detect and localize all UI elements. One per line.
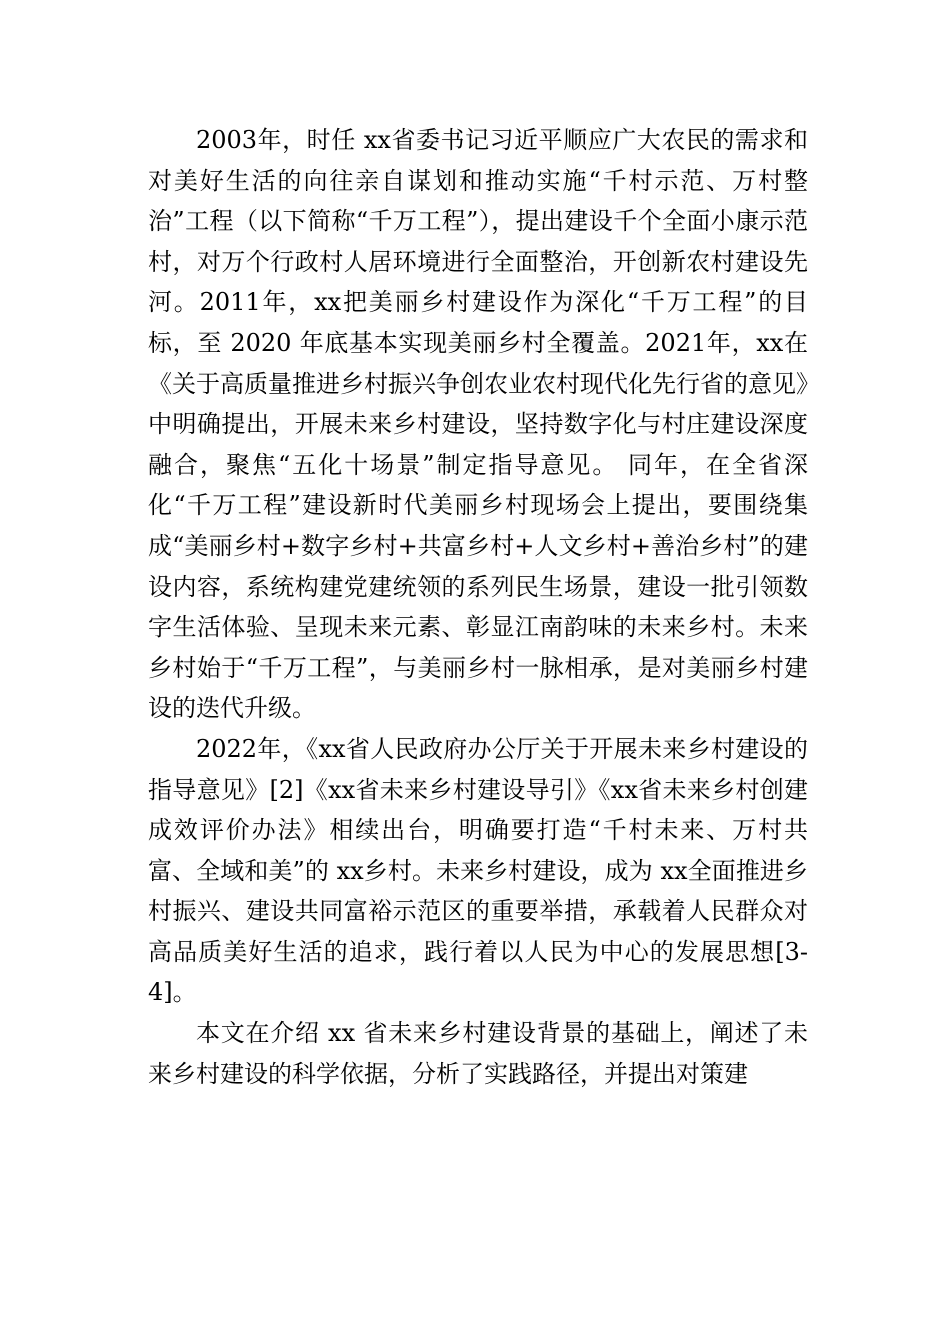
document-body — [148, 120, 808, 1094]
paragraph-intro: 本文在介绍 xx 省未来乡村建设背景的基础上，阐述了未来乡村建设的科学依据，分析了实践路径，并提出对策建 — [148, 1019, 808, 1088]
paragraph-policy: 2022年，《xx省人民政府办公厅关于开展未来乡村建设的指导意见》[2]《xx省未来乡村建设导引》《xx省未来乡村创建成效评价办法》相续出台，明确要打造“千村未来、万村共富、全域和美”的 xx乡村。未来乡村建设，成为 xx全面推进乡村振兴、建设共同富裕示范区的重要举措，承载着人民群众对高品质美好生活的追求，践行着以人民为中心的发展思想[3-4]。 — [148, 734, 808, 1007]
paragraph-background: 2003年，时任 xx省委书记习近平顺应广大农民的需求和对美好生活的向往亲自谋划和推动实施“千村示范、万村整治”工程（以下简称“千万工程”），提出建设千个全面小康示范村，对万个行政村人居环境进行全面整治，开创新农村建设先河。2011年，xx把美丽乡村建设作为深化“千万工程”的目标，至 2020 年底基本实现美丽乡村全覆盖。2021年，xx在《关于高质量推进乡村振兴争创农业农村现代化先行省的意见》中明确提出，开展未来乡村建设，坚持数字化与村庄建设深度融合，聚焦“五化十场景”制定指导意见。 同年，在全省深化“千万工程”建设新时代美丽乡村现场会上提出，要围绕集成“美丽乡村+数字乡村+共富乡村+人文乡村+善治乡村”的建设内容，系统构建党建统领的系列民生场景，建设一批引领数字生活体验、呈现未来元素、彰显江南韵味的未来乡村。未来乡村始于“千万工程”，与美丽乡村一脉相承，是对美丽乡村建设的迭代升级。 — [148, 126, 808, 723]
